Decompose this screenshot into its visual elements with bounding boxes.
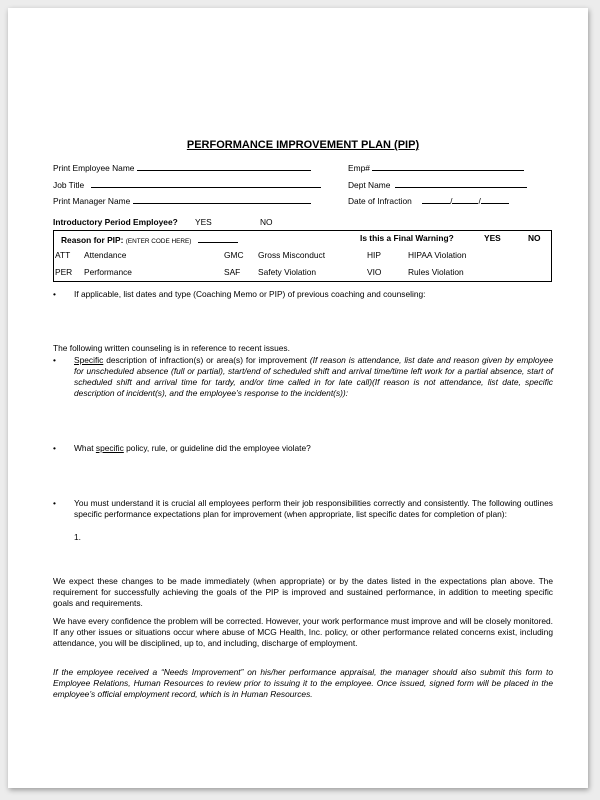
bullet-icon: •	[53, 498, 56, 508]
date-separator: /	[450, 196, 453, 206]
expectations-text: You must understand it is crucial all employees perform their job responsibilities correctly and consistently. The following outlines specific performance expectations plan for improvement (when appropriate, list specific dates for completion of plan):	[74, 498, 553, 519]
manager-name-line[interactable]	[133, 194, 311, 204]
document-page	[8, 8, 588, 788]
dept-name-label: Dept Name	[348, 180, 391, 190]
infraction-day-line[interactable]	[452, 194, 481, 206]
code-saf: SAF	[224, 267, 241, 277]
final-warning-no[interactable]: NO	[528, 233, 541, 243]
code-saf-desc: Safety Violation	[258, 267, 317, 277]
final-warning-yes[interactable]: YES	[484, 233, 501, 243]
reason-label: Reason for PIP:	[61, 235, 124, 245]
emp-number-row	[348, 161, 524, 173]
policy-underlined: specific	[95, 443, 124, 453]
employee-name-row	[53, 161, 311, 173]
reason-row	[61, 233, 238, 247]
reason-code-line[interactable]	[198, 233, 238, 243]
job-title-row	[53, 178, 321, 190]
date-separator: /	[478, 196, 481, 206]
code-hip: HIP	[367, 250, 381, 260]
specific-description-text	[74, 355, 553, 399]
policy-question	[74, 443, 553, 454]
needs-improvement-paragraph: If the employee received a “Needs Improvement” on his/her performance appraisal, the manager should also submit this form to Employee Relations, Human Resources to review prior to issuing it to the employee. Once issued, signed form will be placed in the employee’s official employment record, which is in Human Resources.	[53, 667, 553, 699]
code-gmc: GMC	[224, 250, 244, 260]
reason-code-box	[53, 230, 552, 282]
code-per: PER	[55, 267, 73, 277]
form-title: PERFORMANCE IMPROVEMENT PLAN (PIP)	[186, 139, 420, 151]
manager-name-row	[53, 194, 311, 206]
specific-instructions: (If reason is attendance, list date and reason given by employee for unscheduled absence (full or partial), start/end of scheduled shift and arrival time/time left work for a partial absence, start of scheduled shift and arrival time for tardy, and/or time called in for late call)(If reason is not attendance, list date, specific description of incident(s), and the employee’s response to the incident(s)):	[74, 355, 553, 398]
infraction-date-row	[348, 194, 509, 206]
intro-no-option[interactable]: NO	[260, 217, 273, 227]
previous-coaching-text: If applicable, list dates and type (Coaching Memo or PIP) of previous coaching and counseling:	[74, 289, 426, 299]
dept-name-row	[348, 178, 527, 190]
code-att-desc: Attendance	[84, 250, 127, 260]
bullet-icon: •	[53, 443, 56, 453]
manager-name-label: Print Manager Name	[53, 196, 131, 206]
infraction-year-line[interactable]	[481, 194, 509, 204]
expect-changes-paragraph: We expect these changes to be made immediately (when appropriate) or by the dates listed in the expectations plan above. The requirement for successfully achieving the goals of the PIP is improved and sustained performance, in addition to meeting specific goals and requirements.	[53, 576, 553, 608]
code-per-desc: Performance	[84, 267, 132, 277]
employee-name-line[interactable]	[137, 161, 311, 171]
code-vio: VIO	[367, 267, 382, 277]
emp-number-label: Emp#	[348, 163, 370, 173]
emp-number-line[interactable]	[372, 161, 524, 171]
policy-before: What	[74, 443, 96, 453]
intro-period-label: Introductory Period Employee?	[53, 217, 178, 227]
infraction-month-line[interactable]	[422, 194, 453, 206]
code-hip-desc: HIPAA Violation	[408, 250, 467, 260]
job-title-label: Job Title	[53, 180, 85, 190]
expectations-item-1: 1.	[74, 532, 81, 542]
employee-name-label: Print Employee Name	[53, 163, 135, 173]
code-vio-desc: Rules Violation	[408, 267, 464, 277]
dept-name-line[interactable]	[395, 178, 527, 188]
job-title-line[interactable]	[91, 178, 321, 188]
specific-underlined: Specific	[74, 355, 104, 365]
final-warning-label: Is this a Final Warning?	[360, 233, 454, 243]
counseling-intro: The following written counseling is in reference to recent issues.	[53, 343, 290, 353]
code-gmc-desc: Gross Misconduct	[258, 250, 326, 260]
bullet-icon: •	[53, 289, 56, 299]
bullet-icon: •	[53, 355, 56, 365]
infraction-date-label: Date of Infraction	[348, 196, 412, 206]
intro-yes-option[interactable]: YES	[195, 217, 212, 227]
confidence-paragraph: We have every confidence the problem will be corrected. However, your work performance must improve and will be closely monitored. If any other issues or situations occur where abuse of MCG Health, Inc. policy, or other performance related concerns exist, including attendance, you will be disciplined, up to, and including, discharge of employment.	[53, 616, 553, 648]
code-att: ATT	[55, 250, 71, 260]
specific-plain: description of infraction(s) or area(s) for improvement	[103, 355, 310, 365]
reason-hint: (ENTER CODE HERE)	[125, 238, 192, 245]
policy-after: policy, rule, or guideline did the employee violate?	[123, 443, 311, 453]
